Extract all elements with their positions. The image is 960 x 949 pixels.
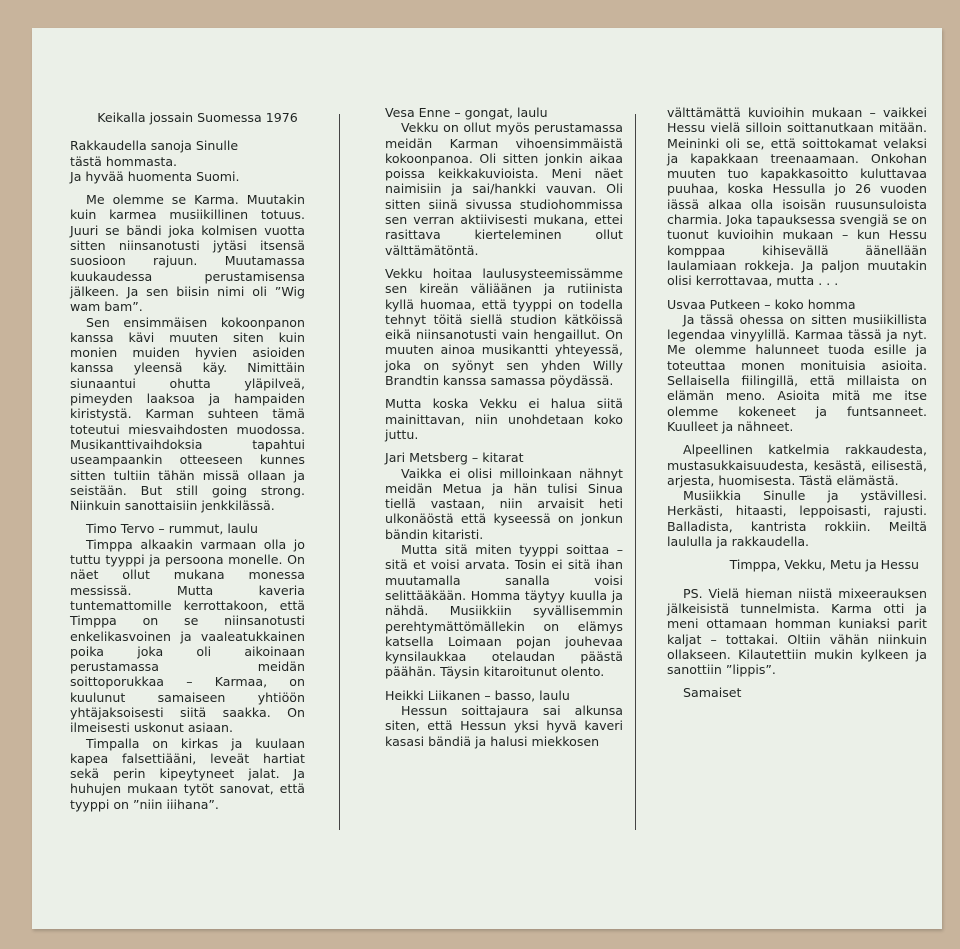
heikki-paragraph-continued: välttämättä kuvioihin mukaan – vaikkei Hessu vielä silloin soittanutkaan mitään. Meininki oli se, että soittokamat velaksi ja kapakkaan treenaamaan. Onkohan muuten tuo kapakkasoitto kuluttavaa puuhaa, koska Hessulla jo 26 vuoden iässä alkaa olla isoisän ruusunsuloista charmia. Joka tapauksessa svengiä se on tuonut kuvioihin mukaan – kun Hessu komppaa kihisevällä äänellään laulamiaan rokkeja. Ja paljon muutakin olisi kerrottavaa, mutta . . .	[667, 105, 927, 289]
vesa-paragraph: Vekku on ollut myös perustamassa meidän Karman vihoensimmäistä kokoonpanoa. Oli sitten jonkin aikaa poissa keikkakuvioista. Meni näet naimisiin ja sai/hankki vauvan. Oli sitten siinä sivussa studiohommissa sen verran aktiivisesti mukana, ettei rasittava kierteleminen ollut välttämätöntä.	[385, 120, 623, 258]
postscript-signature: Samaiset	[683, 685, 742, 701]
timo-paragraph: Timpalla on kirkas ja kuulaan kapea falsettiääni, leveät hartiat sekä perin kipeytyneet jalat. Ja huhujen mukaan tytöt sanovat, että tyyppi on ”niin iiihana”.	[70, 735, 305, 812]
usvaa-paragraph: Alpeellinen katkelmia rakkaudesta, mustasukkaisuudesta, kesästä, eilisestä, arjesta, huomisesta. Tästä elämästä.	[667, 442, 927, 488]
heikki-paragraph: Hessun soittajaura sai alkunsa siten, että Hessun yksi hyvä kaveri kasasi bändiä ja halusi miekkosen	[385, 702, 623, 749]
postscript: PS. Vielä hieman niistä mixeerauksen jälkeisistä tunnelmista. Karma otti ja meni ottamaan homman kuniaksi parit kaljat – tottakai. Oltiin vähän niinkuin ollakseen. Kilautettiin mukin kylkeen ja sanottiin ”lippis”.	[667, 585, 927, 678]
member-heading-heikki: Heikki Liikanen – basso, laulu	[385, 687, 570, 703]
intro-paragraph: Sen ensimmäisen kokoonpanon kanssa kävi muuten siten kuin monien muiden hyvien asioiden kanssa yleensä käy. Nimittäin siunaantui ohutta yläpilveä, pimeyden laaksoa ja hampaiden kiristystä. Karman suhteen tämä toteutui miesvaihdosten muodossa. Musikanttivaihdoksia tapahtui useampaankin otteeseen kunnes sitten tultiin tähän missä ollaan ja seistään. But still going strong. Niinkuin sanottaisiin jenkkilässä.	[70, 314, 305, 514]
usvaa-paragraph: Ja tässä ohessa on sitten musiikillista legendaa vinyylillä. Karmaa tässä ja nyt. Me olemme halunneet tuoda esille ja toteuttaa monen monituisia asioita. Sellaisella fiilingillä, että millaista on elämän meno. Asioita mitä me itse olemme kokeneet ja funtsanneet. Kuulleet ja nähneet.	[667, 311, 927, 434]
opening-line: tästä hommasta.	[70, 153, 178, 169]
opening-line: Ja hyvää huomenta Suomi.	[70, 168, 240, 184]
jari-paragraph: Mutta sitä miten tyyppi soittaa – sitä et voisi arvata. Tosin ei sitä ihan muutamalla sanalla voisi selittääkään. Homma täytyy kuulla ja nähdä. Musiikkiin syvällisemmin perehtymättömällekin on elämys katsella Loimaan pojan jouhevaa kynsilaukkaa otelaudan päästä päähän. Täysin kitaroitunut olento.	[385, 542, 623, 680]
column-divider	[339, 114, 340, 830]
section-heading-usvaa: Usvaa Putkeen – koko homma	[667, 296, 856, 312]
column-2	[385, 105, 623, 749]
liner-notes-sheet	[32, 28, 942, 929]
place-date: Keikalla jossain Suomessa 1976	[97, 110, 298, 125]
timo-paragraph: Timppa alkaakin varmaan olla jo tuttu tyyppi ja persoona monelle. On näet ollut mukana monessa messissä. Mutta kaveria tuntemattomille kerrottakoon, että Timppa on se niinsanotusti enkelikasvoinen ja vaaleatukkainen poika joka oli aikoinaan perustamassa meidän soittoporukkaa – Karmaa, on kuulunut samaiseen yhtiöön yhtäjaksoisesti siitä saakka. On ilmeisesti uskonut asiaan.	[70, 536, 305, 736]
member-heading-vesa: Vesa Enne – gongat, laulu	[385, 105, 548, 120]
jari-paragraph: Vaikka ei olisi milloinkaan nähnyt meidän Metua ja hän tulisi Sinua tiellä vastaan, niin arvaisit heti ulkonäöstä että kyseessä on jonkun bändin kitaristi.	[385, 465, 623, 542]
column-1	[70, 110, 305, 812]
usvaa-paragraph: Musiikkia Sinulle ja ystävillesi. Herkästi, hitaasti, leppoisasti, rajusti. Balladista, kantrista rokkiin. Meiltä laululla ja rakkaudella.	[667, 488, 927, 550]
vesa-paragraph: Vekku hoitaa laulusysteemissämme sen kireän väliäänen ja rutiinista kyllä huomaa, että tyyppi on todella tehnyt töitä siellä studion kätköissä eikä niinsanotusti vain hengaillut. On muuten ainoa musikantti yhteyessä, joka on syönyt sen yhden Willy Brandtin kanssa samassa pöydässä.	[385, 265, 623, 389]
member-heading-jari: Jari Metsberg – kitarat	[385, 450, 524, 466]
intro-paragraph: Me olemme se Karma. Muutakin kuin karmea musiikillinen totuus. Juuri se bändi joka kolmisen vuotta sitten niinsanotusti jytäsi itsensä suosioon rajuun. Muutamassa kuukaudessa perustamisensa jälkeen. Ja sen biisin nimi oli ”Wig wam bam”.	[70, 192, 305, 315]
column-divider	[635, 114, 636, 830]
column-3	[667, 105, 927, 701]
opening-line: Rakkaudella sanoja Sinulle	[70, 138, 239, 154]
member-heading-timo: Timo Tervo – rummut, laulu	[86, 521, 259, 537]
band-signature: Timppa, Vekku, Metu ja Hessu	[729, 557, 919, 573]
opening-verse	[70, 138, 305, 184]
vesa-paragraph: Mutta koska Vekku ei halua siitä mainittavan, niin unohdetaan koko juttu.	[385, 396, 623, 442]
